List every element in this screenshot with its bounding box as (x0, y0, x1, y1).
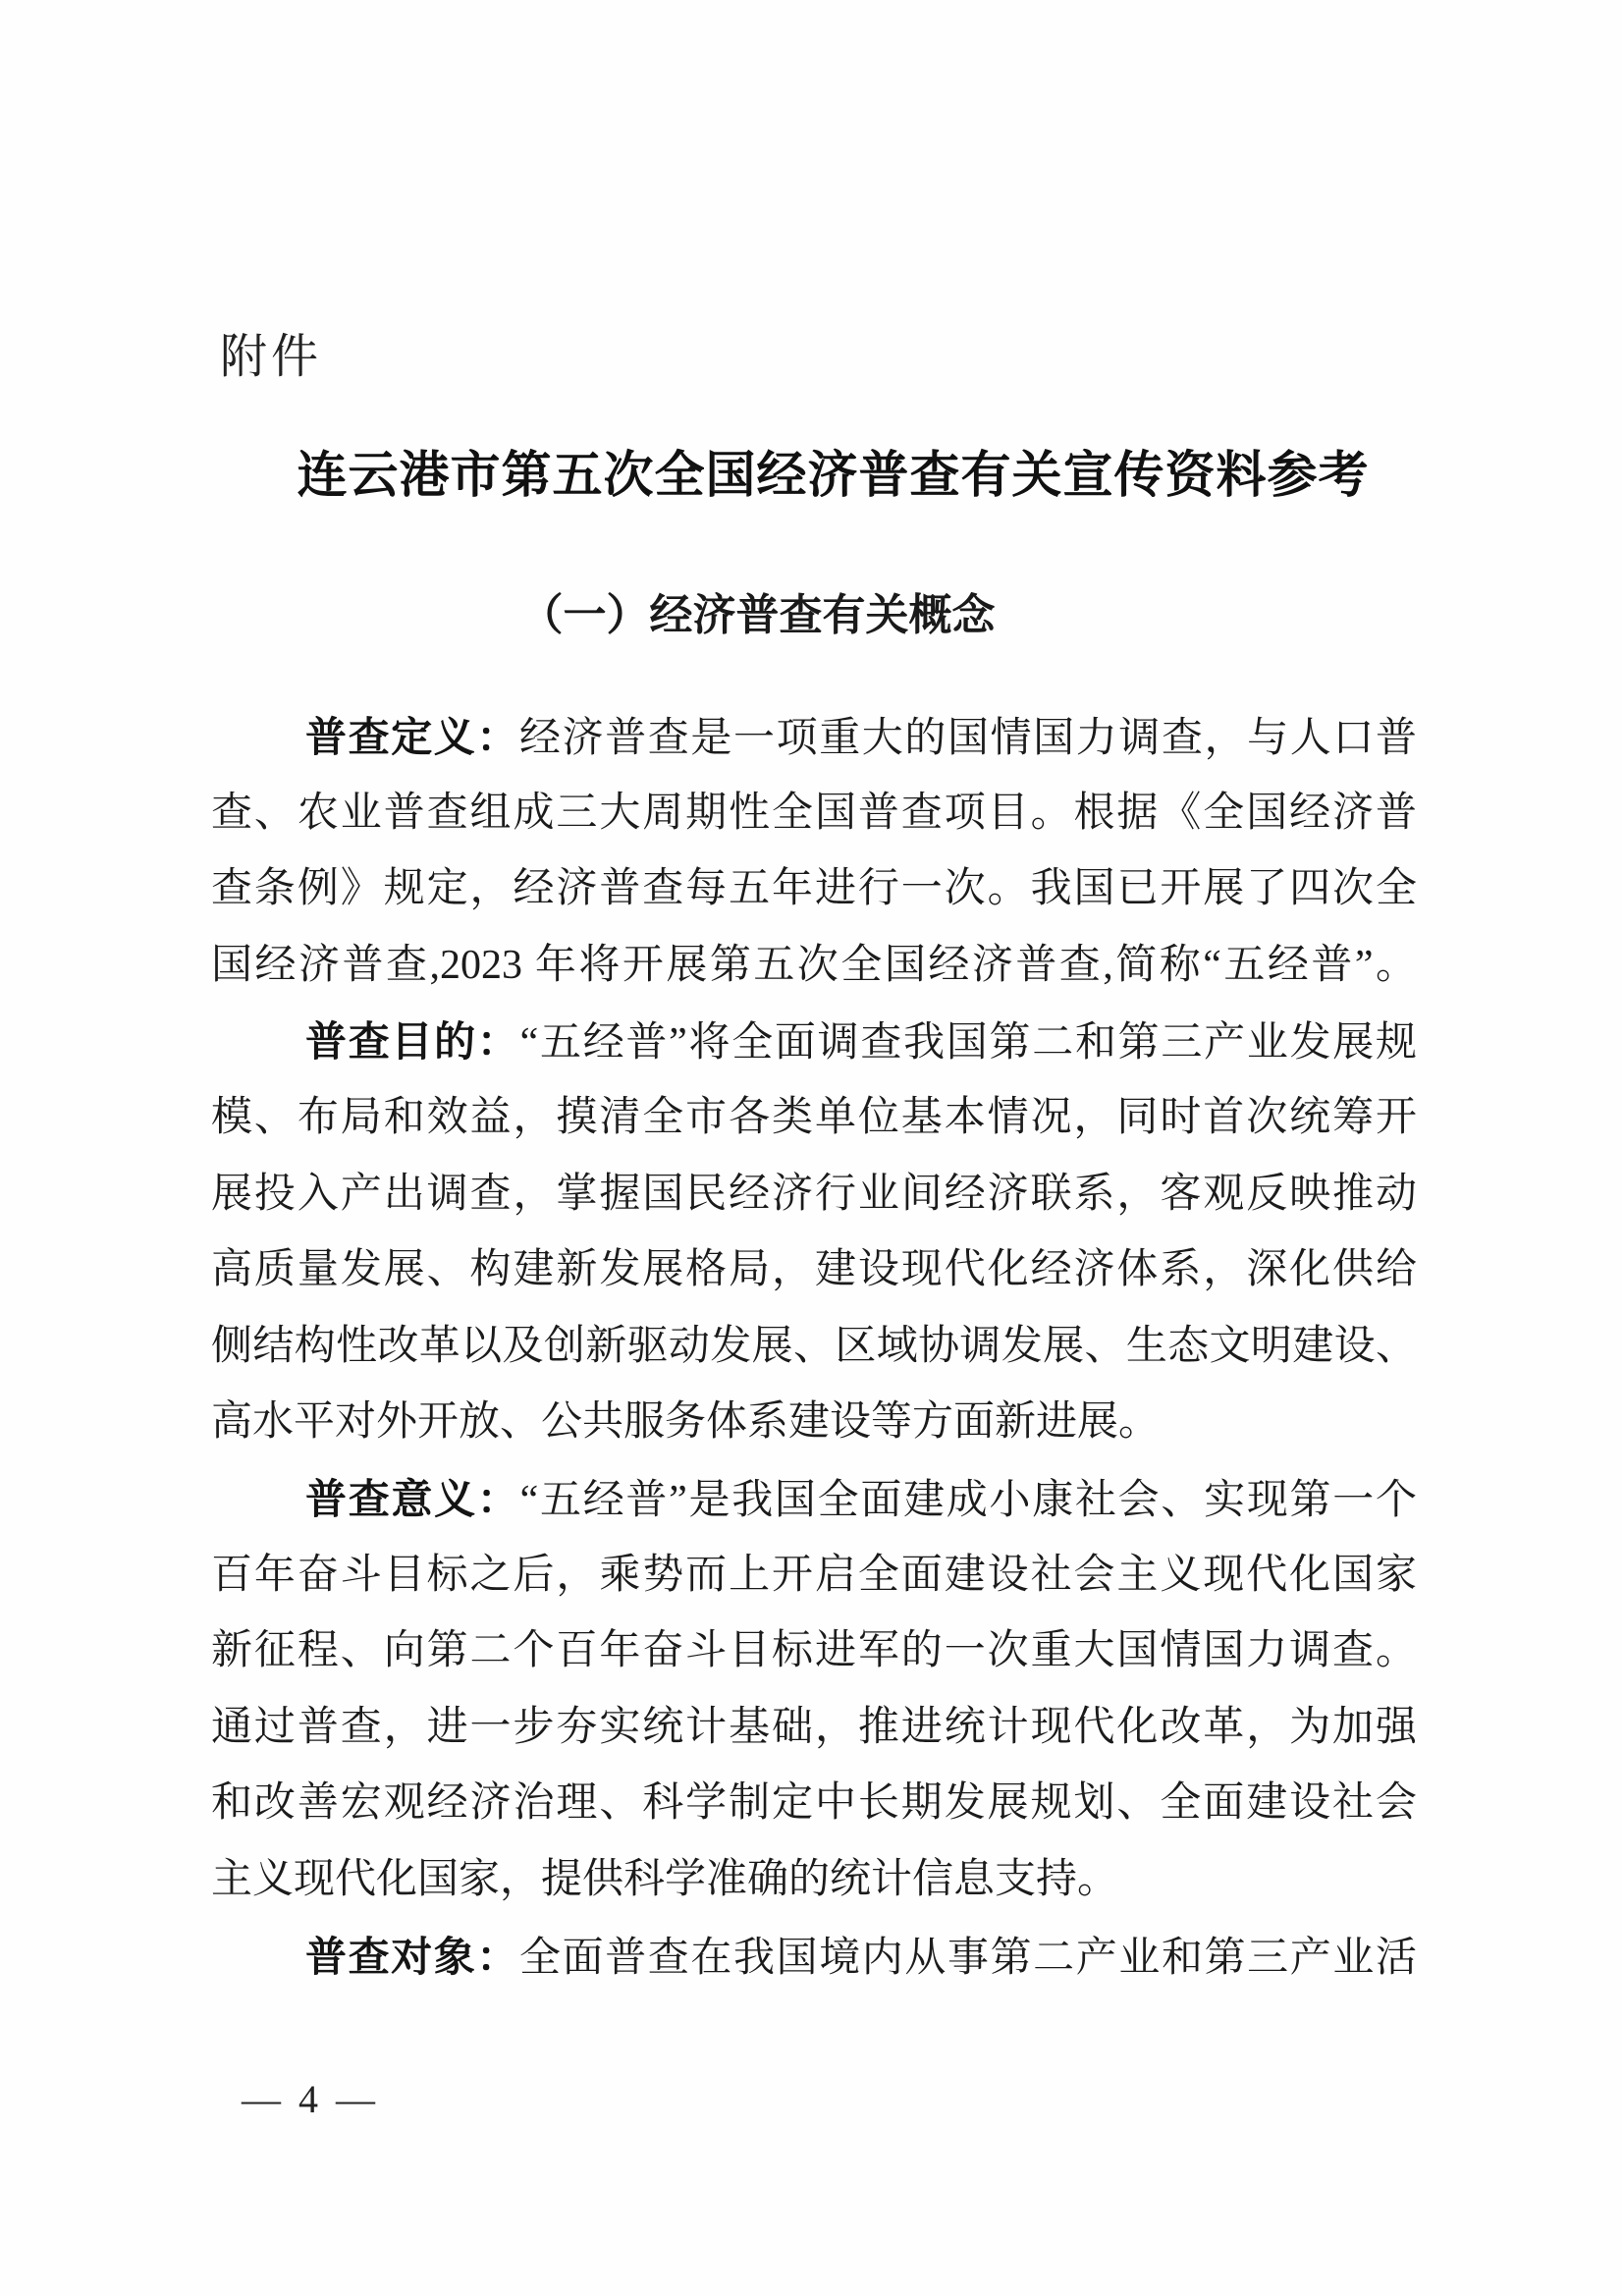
document-body (211, 699, 1417, 1995)
paragraph-3-line-1-text: “五经普”是我国全面建成小康社会、实现第一个 (519, 1477, 1417, 1523)
paragraph-3-label: 普查意义： (305, 1475, 520, 1522)
section-heading: （一）经济普查有关概念 (519, 591, 996, 639)
paragraph-2-line-5: 侧结构性改革以及创新驱动发展、区域协调发展、生态文明建设、 (211, 1323, 1417, 1369)
paragraph-2-line-2: 模、布局和效益，摸清全市各类单位基本情况，同时首次统筹开 (211, 1094, 1417, 1140)
paragraph-4-label: 普查对象： (305, 1933, 519, 1980)
paragraph-1-line-1 (211, 699, 1417, 776)
paragraph-1-line-3: 查条例》规定，经济普查每五年进行一次。我国已开展了四次全 (211, 866, 1417, 912)
paragraph-2-label: 普查目的： (305, 1018, 520, 1066)
attachment-label: 附件 (220, 331, 323, 383)
paragraph-3-line-1 (211, 1461, 1417, 1538)
paragraph-4-line-1 (211, 1919, 1417, 1995)
paragraph-2-line-3: 展投入产出调查，掌握国民经济行业间经济联系，客观反映推动 (211, 1171, 1417, 1217)
paragraph-2-line-4: 高质量发展、构建新发展格局，建设现代化经济体系，深化供给 (211, 1247, 1417, 1293)
document-title: 连云港市第五次全国经济普查有关宣传资料参考 (297, 449, 1370, 504)
paragraph-4-line-1-text: 全面普查在我国境内从事第二产业和第三产业活 (519, 1935, 1417, 1981)
paragraph-3-line-4: 通过普查，进一步夯实统计基础，推进统计现代化改革，为加强 (211, 1704, 1417, 1750)
paragraph-1-line-1-text: 经济普查是一项重大的国情国力调查，与人口普 (519, 716, 1417, 761)
paragraph-3-line-6: 主义现代化国家，提供科学准确的统计信息支持。 (211, 1856, 1119, 1902)
paragraph-1-line-2: 查、农业普查组成三大周期性全国普查项目。根据《全国经济普 (211, 790, 1417, 836)
paragraph-2-line-1 (211, 1004, 1417, 1080)
paragraph-1-label: 普查定义： (305, 714, 519, 760)
paragraph-3-line-3: 新征程、向第二个百年奋斗目标进军的一次重大国情国力调查。 (211, 1628, 1417, 1674)
paragraph-3-line-2: 百年奋斗目标之后，乘势而上开启全面建设社会主义现代化国家 (211, 1552, 1417, 1598)
paragraph-2-line-1-text: “五经普”将全面调查我国第二和第三产业发展规 (519, 1020, 1417, 1066)
paragraph-1-line-4: 国经济普查,2023 年将开展第五次全国经济普查,简称“五经普”。 (211, 942, 1417, 988)
page-number: — 4 — (242, 2077, 379, 2121)
paragraph-3-line-5: 和改善宏观经济治理、科学制定中长期发展规划、全面建设社会 (211, 1780, 1417, 1827)
paragraph-2-line-6: 高水平对外开放、公共服务体系建设等方面新进展。 (211, 1399, 1161, 1446)
